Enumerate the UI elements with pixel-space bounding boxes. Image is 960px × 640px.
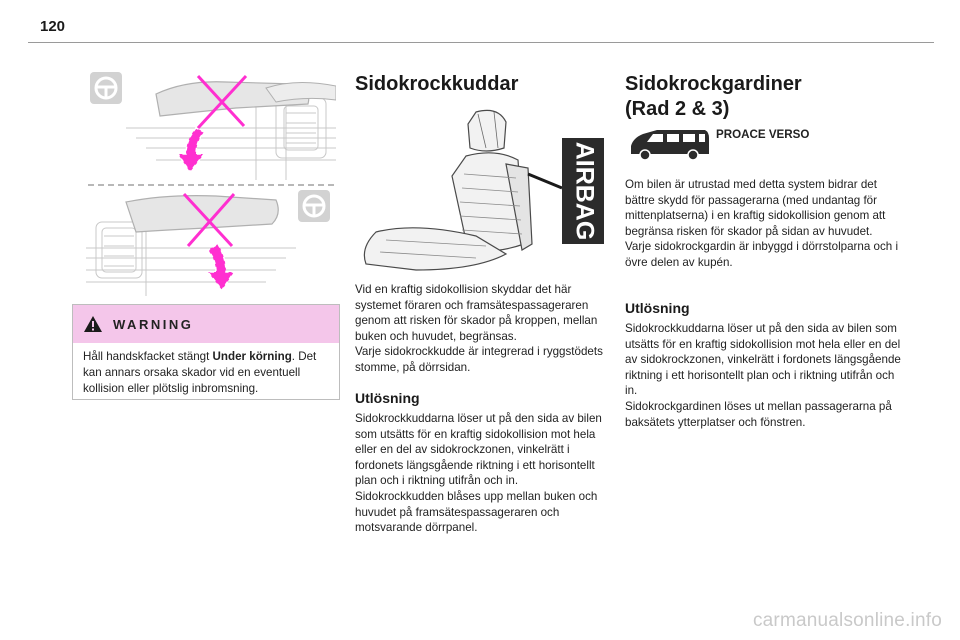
glovebox-closed-illustration xyxy=(86,68,336,180)
paragraph: Sidokrockkudden blåses upp mellan buken och huvudet på framsätespassageraren och motsvarande dörrpanel. xyxy=(355,489,598,535)
paragraph: Vid en kraftig sidokollision skyddar det här systemet föraren och framsätespassageraren genom att risken för skador på kroppen, mellan buken och huvudet, begränsas. xyxy=(355,283,598,343)
side-airbags-deployment-text xyxy=(355,411,617,536)
curtain-airbags-deployment-text xyxy=(625,321,907,430)
paragraph: Sidokrockgardinen löses ut mellan passagerarna på baksätets ytterplatser och fönstren. xyxy=(625,399,892,429)
airbag-label-icon xyxy=(562,138,604,244)
warning-title: WARNING xyxy=(113,316,194,332)
section-title-curtain-airbags xyxy=(625,72,802,122)
warning-box xyxy=(72,304,340,400)
airbag-pointer-line xyxy=(528,174,562,188)
page-number: 120 xyxy=(40,18,66,35)
watermark: carmanualsonline.info xyxy=(752,610,942,631)
steering-wheel-icon xyxy=(298,190,330,222)
paragraph: Varje sidokrockkudde är integrerad i ryggstödets stomme, på dörrsidan. xyxy=(355,345,603,374)
warning-text-bold: Under körning xyxy=(212,350,292,363)
warning-triangle-icon xyxy=(83,315,103,333)
paragraph: Sidokrockkuddarna löser ut på den sida av bilen som utsätts för en kraftig sidokollision mot hela eller en del av sidokrockzonen, vinkelrätt i fordonets längsgående riktning i ett horisontellt plan och i riktning utifrån och in. xyxy=(625,322,901,398)
section-title-side-airbags: Sidokrockkuddar xyxy=(355,73,519,95)
model-label: PROACE VERSO xyxy=(716,128,810,141)
top-rule xyxy=(28,42,934,43)
paragraph: Sidokrockkuddarna löser ut på den sida av bilen som utsätts för en kraftig sidokollision mot hela eller en del av sidokrockzonen, vinkelrätt i fordonets längsgående riktning i ett horisontellt plan och i riktning utifrån och in. xyxy=(355,412,602,488)
paragraph: Varje sidokrockgardin är inbyggd i dörrstolparna och i övre delen av kupén. xyxy=(625,240,899,269)
title-line: Sidokrockgardiner xyxy=(625,73,802,95)
warning-text xyxy=(73,343,339,397)
title-line: (Rad 2 & 3) xyxy=(625,98,730,120)
warning-text-part: . Det kan annars orsaka skador vid en eventuell kollision eller plötslig inbromsning. xyxy=(83,350,317,395)
svg-text:AIRBAG: AIRBAG xyxy=(570,141,599,241)
warning-text-part: Håll handskfacket stängt xyxy=(83,350,213,363)
seat-airbag-illustration xyxy=(356,104,612,276)
paragraph: Om bilen är utrustad med detta system bidrar det bättre skydd för passagerarna (med undantag för mittenplatserna) i en kraftig sidokollision genom att begränsa risken för skador på sidan av huvudet. xyxy=(625,178,886,238)
van-icon xyxy=(627,128,711,162)
glovebox-open-illustration xyxy=(86,188,336,296)
subtitle-deployment: Utlösning xyxy=(355,390,420,406)
side-airbags-intro xyxy=(355,282,617,376)
warning-header xyxy=(73,305,339,343)
illustration-divider xyxy=(88,184,334,186)
curtain-airbags-intro xyxy=(625,177,907,271)
steering-wheel-icon xyxy=(90,72,122,104)
subtitle-deployment: Utlösning xyxy=(625,300,690,316)
